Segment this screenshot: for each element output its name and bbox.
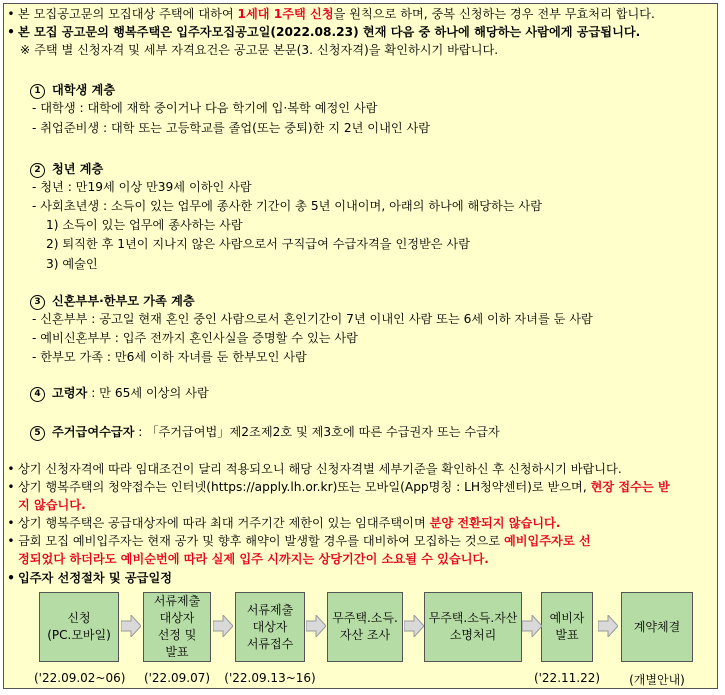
section-2-title: 2 청년 계층 [30,161,103,178]
bullet-icon: • [7,462,15,476]
list-item: - 사회초년생 : 소득이 있는 업무에 종사한 기간이 총 5년 이내이며, 아래의 하나에 해당하는 사람 [32,199,542,213]
list-item: - 예비신혼부부 : 입주 전까지 혼인사실을 증명할 수 있는 사람 [32,331,358,345]
circled-number-icon: 1 [30,84,45,99]
flow-step: 계약체결 [621,592,693,662]
bullet-line: • 상기 행복주택은 공급대상자에 따라 최대 거주기간 제한이 있는 임대주택이며 분양 전환되지 않습니다. [4,515,560,532]
intro-line-1: • 본 모집공고문의 모집대상 주택에 대하여 1세대 1주택 신청을 원칙으로 하며, 중복 신청하는 경우 전부 무효처리 합니다. [4,6,655,23]
section-4-title: 4 고령자 : 만 65세 이상의 사람 [30,385,209,402]
list-item: - 신혼부부 : 공고일 현재 혼인 중인 사람으로서 혼인기간이 7년 이내인 사람 또는 6세 이하 자녀를 둔 사람 [32,312,593,326]
schedule-heading: • 입주자 선정절차 및 공급일정 [4,570,172,587]
section-5-title: 5 주거급여수급자 : 「주거급여법」제2조제2호 및 제3호에 따른 수급권자 또는 수급자 [30,424,500,441]
bullet-line: • 금회 모집 예비입주자는 현재 공가 및 향후 해약이 발생할 경우를 대비하여 모집하는 것으로 예비입주자로 선 [4,533,591,550]
step-date: ('22.09.02~06) [34,671,126,685]
arrow-right-icon [121,615,141,637]
circled-number-icon: 4 [30,387,45,402]
flow-step: 서류제출 대상자 서류접수 [235,592,305,662]
list-item: - 한부모 가족 : 만6세 이하 자녀를 둔 한부모인 사람 [32,350,307,364]
schedule-flow [4,588,719,688]
bullet-line: • 상기 행복주택의 청약접수는 인터넷(https://apply.lh.or.kr)또는 모바일(App명칭 : LH청약센터)로 받으며, 현장 접수는 받 [4,479,670,496]
section-3-title: 3 신혼부부·한부모 가족 계층 [30,293,195,310]
arrow-right-icon [598,615,618,637]
list-item: 3) 예술인 [46,257,98,271]
notice-box [3,3,718,689]
list-item: - 취업준비생 : 대학 또는 고등학교를 졸업(또는 중퇴)한 지 2년 이내인 사람 [32,121,431,135]
list-item: - 대학생 : 대학에 재학 중이거나 다음 학기에 입·복학 예정인 사람 [32,101,378,115]
flow-step: 신청 (PC.모바일) [39,592,119,662]
bullet-line-continued: 지 않습니다. [18,498,86,512]
step-date: ('22.11.22) [533,671,601,685]
bullet-icon: • [7,534,15,548]
flow-step: 무주택.소득.자산 소명처리 [424,592,522,662]
flow-step: 서류제출 대상자 선정 및 발표 [143,592,211,662]
bullet-icon: • [7,7,15,21]
intro-note: ※ 주택 별 신청자격 및 세부 자격요건은 공고문 본문(3. 신청자격)을 확인하시기 바랍니다. [20,43,499,57]
step-date: ('22.09.07) [143,671,211,685]
list-item: - 청년 : 만19세 이상 만39세 이하인 사람 [32,180,252,194]
arrow-right-icon [404,615,424,637]
flow-step: 예비자 발표 [541,592,593,662]
bullet-icon: • [7,516,15,530]
circled-number-icon: 5 [30,426,45,441]
list-item: 1) 소득이 있는 업무에 종사하는 사람 [46,218,243,232]
flow-step: 무주택.소득. 자산 조사 [327,592,403,662]
circled-number-icon: 2 [30,163,45,178]
bullet-line-continued: 정되었다 하더라도 예비순번에 따라 실제 입주 시까지는 상당기간이 소요될 수 있습니다. [18,552,489,566]
section-1-title: 1 대학생 계층 [30,82,115,99]
list-item: 2) 퇴직한 후 1년이 지나지 않은 사람으로서 구직급여 수급자격을 인정받은 사람 [46,237,470,251]
bullet-icon: • [7,25,15,39]
circled-number-icon: 3 [30,295,45,310]
step-date: ('22.09.13~16) [224,671,316,685]
arrow-right-icon [213,615,233,637]
arrow-right-icon [306,615,326,637]
bullet-line: • 상기 신청자격에 따라 임대조건이 달리 적용되오니 해당 신청자격별 세부기준을 확인하신 후 신청하시기 바랍니다. [4,461,622,478]
arrow-right-icon [522,615,542,637]
step-date: (개별안내) [629,673,685,687]
intro-line-2: • 본 모집 공고문의 행복주택은 입주자모집공고일(2022.08.23) 현재 다음 중 하나에 해당하는 사람에게 공급됩니다. [4,24,640,41]
bullet-icon: • [7,571,15,585]
bullet-icon: • [7,480,15,494]
